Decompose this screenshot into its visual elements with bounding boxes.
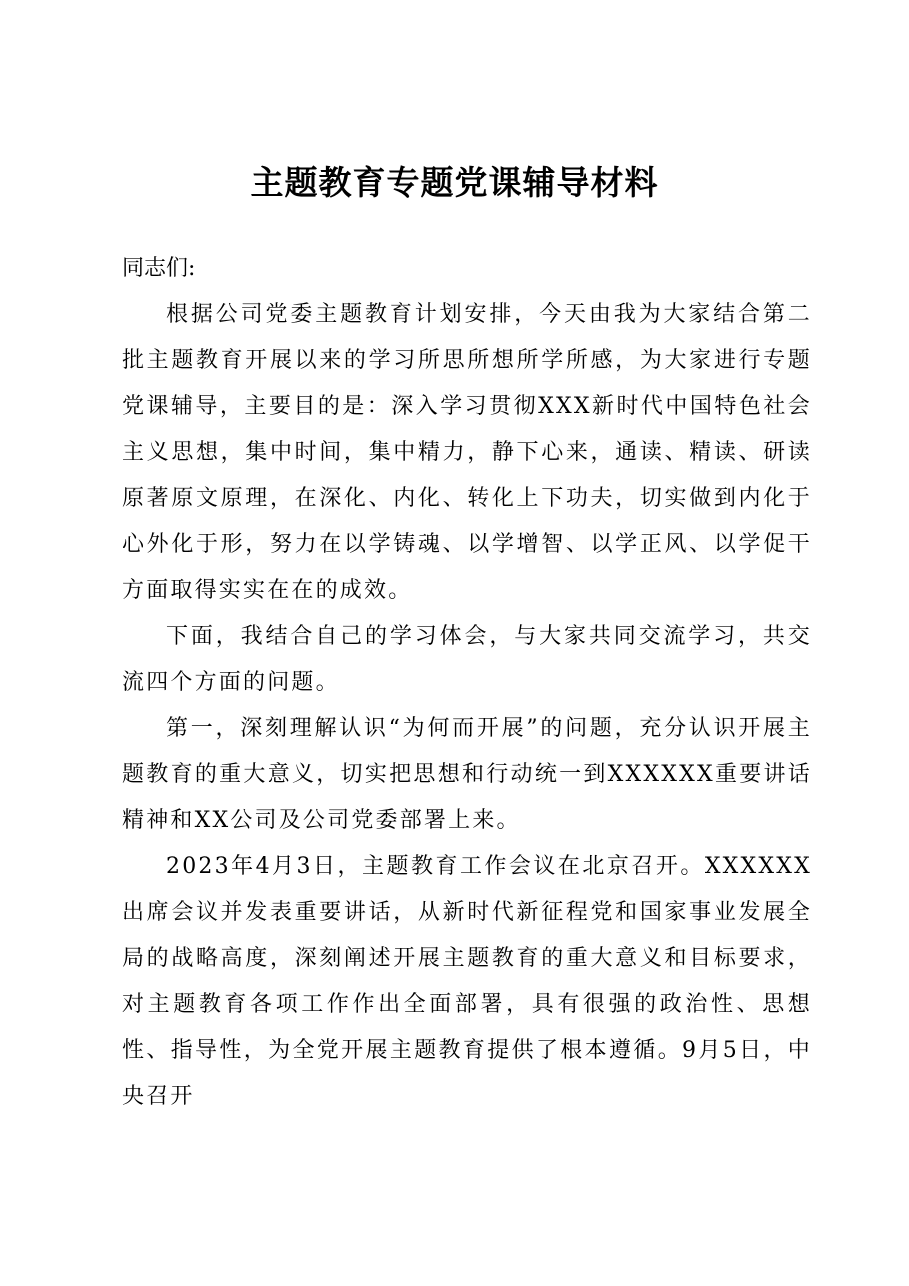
paragraph-section-one-heading: 第一，深刻理解认识“为何而开展”的问题，充分认识开展主题教育的重大意义，切实把思想和行动统一到XXXXXX重要讲话精神和XX公司及公司党委部署上来。 bbox=[122, 716, 812, 833]
paragraph-purpose: 根据公司党委主题教育计划安排，今天由我为大家结合第二批主题教育开展以来的学习所思所想所学所感，为大家进行专题党课辅导，主要目的是：深入学习贯彻XXX新时代中国特色社会主义思想，集中时间，集中精力，静下心来，通读、精读、研读原著原文原理，在深化、内化、转化上下功夫，切实做到内化于心外化于形，努力在以学铸魂、以学增智、以学正风、以学促干方面取得实实在在的成效。 bbox=[122, 302, 812, 603]
document-body bbox=[122, 246, 812, 1120]
salutation: 同志们: bbox=[122, 256, 196, 281]
document-title: 主题教育专题党课辅导材料 bbox=[250, 163, 659, 202]
paragraph-meeting-background: 2023年4月3日，主题教育工作会议在北京召开。XXXXXX出席会议并发表重要讲话，从新时代新征程党和国家事业发展全局的战略高度，深刻阐述开展主题教育的重大意义和目标要求，对主题教育各项工作作出全面部署，具有很强的政治性、思想性、指导性，为全党开展主题教育提供了根本遵循。9月5日，中央召开 bbox=[122, 854, 812, 1109]
paragraph-overview: 下面，我结合自己的学习体会，与大家共同交流学习，共交流四个方面的问题。 bbox=[122, 624, 812, 695]
